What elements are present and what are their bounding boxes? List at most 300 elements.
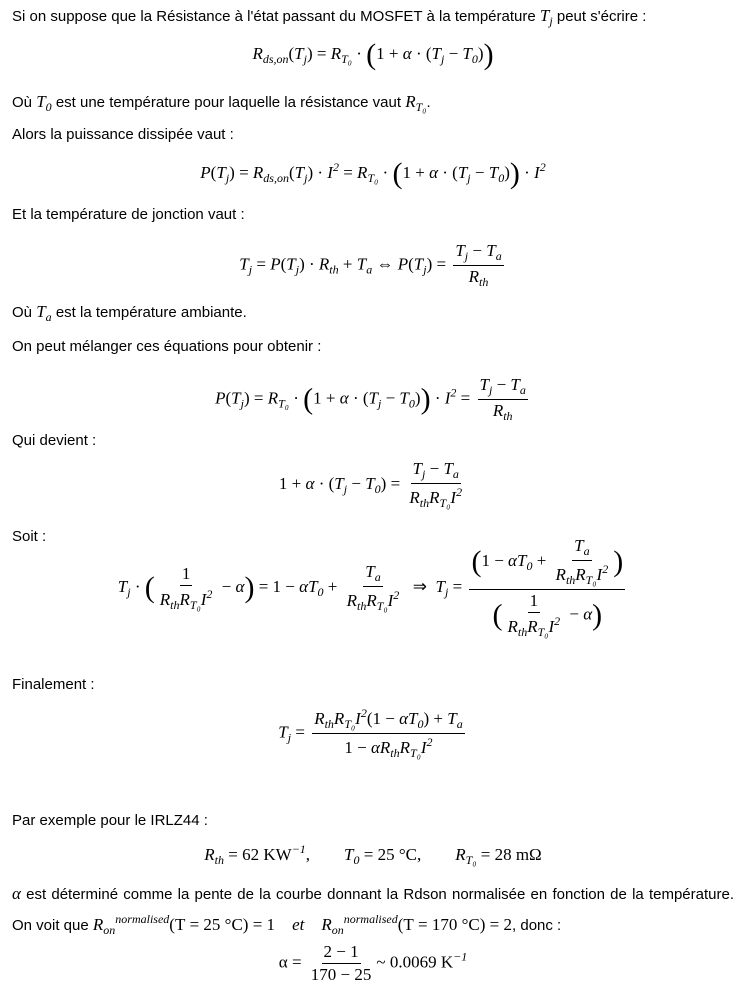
math-subscript: on — [103, 923, 116, 937]
math-operator: , — [305, 845, 345, 864]
math-subscript: th — [419, 496, 430, 510]
math-parenthesis: ) — [613, 545, 624, 578]
math-subscript: T₀ — [465, 853, 477, 867]
equation — [12, 375, 734, 424]
math-operator: = — [448, 576, 467, 596]
equation — [12, 536, 734, 640]
math-symbol: T — [431, 44, 441, 63]
math-symbol: T — [117, 576, 128, 596]
math-symbol: T — [510, 374, 520, 394]
text: Et la température de jonction vaut : — [12, 206, 245, 223]
fraction-numerator — [363, 562, 382, 587]
math-operator: ) — [504, 163, 510, 182]
math-symbol: α — [299, 576, 309, 596]
math-subscript: 0 — [417, 716, 424, 731]
math-superscript: 2 — [393, 588, 400, 602]
math-symbol: R — [346, 591, 358, 610]
math-symbol: I — [200, 589, 207, 609]
math-operator: (T = 25 °C) = 1 — [169, 915, 276, 934]
math-subscript: 0 — [317, 584, 324, 599]
fraction-denominator — [505, 613, 562, 640]
math-symbol: α — [583, 604, 593, 624]
math-symbol: et — [292, 915, 305, 934]
math-symbol: R — [527, 617, 538, 636]
math-operator: · — [430, 387, 445, 407]
math-superscript: −1 — [453, 948, 468, 963]
math-symbol: α — [399, 708, 409, 728]
math-subscript: 0 — [408, 395, 415, 410]
math-operator: + — [532, 550, 551, 570]
math-symbol: α — [235, 576, 245, 596]
math-subscript: j — [445, 584, 449, 599]
math-subscript: j — [343, 481, 348, 496]
math-subscript: T₀ — [367, 171, 379, 185]
math-symbol: R — [555, 565, 566, 584]
math-subscript: th — [479, 274, 489, 289]
math-superscript: 2 — [554, 614, 561, 628]
math-subscript: a — [452, 467, 459, 481]
math-operator: = 1 − — [254, 576, 300, 596]
math-parenthesis: ) — [592, 598, 603, 632]
math-operator: − — [347, 473, 366, 493]
math-symbol: T — [36, 302, 46, 321]
math-operator: ) — [414, 387, 421, 407]
math-subscript: j — [464, 248, 469, 263]
math-operator: 170 − 25 — [310, 964, 372, 984]
math-symbol: T — [36, 92, 46, 111]
math-subscript: j — [440, 52, 445, 66]
math-fraction — [312, 706, 465, 761]
math-subscript: th — [503, 408, 513, 423]
paragraph — [12, 6, 734, 29]
math-operator: = — [252, 253, 271, 273]
math-subscript: th — [390, 745, 400, 760]
math-operator: − — [565, 604, 584, 624]
text: . — [426, 94, 431, 111]
math-subscript: a — [45, 310, 52, 324]
math-subscript: j — [304, 171, 308, 185]
math-operator: ⇔ — [372, 253, 398, 273]
math-operator: − — [492, 374, 511, 394]
math-symbol: R — [179, 589, 190, 609]
math-symbol: T — [455, 240, 465, 260]
math-subscript: j — [488, 382, 493, 397]
math-subscript: a — [366, 261, 373, 276]
math-operator: − — [425, 459, 444, 478]
math-symbol: α — [429, 163, 438, 182]
math-subscript: j — [423, 261, 427, 276]
math-symbol: T — [435, 576, 446, 596]
math-fraction — [505, 591, 562, 640]
math-superscript: 2 — [450, 384, 457, 399]
math-fraction — [554, 536, 611, 588]
math-subscript: T₀ — [344, 716, 356, 731]
text: est la température ambiante. — [51, 304, 247, 321]
math-operator: · — [519, 163, 535, 182]
paragraph — [12, 206, 734, 223]
math-operator: α = — [278, 951, 306, 971]
math-subscript: j — [287, 729, 292, 744]
math-subscript: 0 — [471, 52, 478, 66]
math-subscript: th — [214, 853, 225, 867]
fraction-numerator — [322, 942, 361, 964]
math-symbol: T — [356, 253, 367, 273]
math-symbol: α — [305, 473, 315, 493]
math-subscript: a — [374, 570, 381, 584]
math-parenthesis: ( — [144, 571, 155, 604]
fraction-denominator — [407, 484, 464, 511]
paragraph — [12, 338, 734, 355]
math-subscript: j — [127, 584, 131, 599]
math-subscript: T₀ — [585, 573, 597, 587]
math-symbol: R — [92, 915, 104, 934]
math-fraction — [407, 459, 464, 511]
text: peut s'écrire : — [552, 8, 647, 25]
math-symbol: T — [413, 253, 424, 273]
math-operator: · — [130, 576, 145, 596]
math-symbol: R — [455, 845, 466, 864]
math-symbol: R — [366, 591, 377, 610]
math-operator: ( — [280, 253, 287, 273]
math-symbol: T — [294, 163, 305, 182]
fraction-denominator — [158, 586, 215, 613]
math-subscript: th — [170, 597, 180, 612]
math-parenthesis: ( — [492, 598, 503, 632]
math-superscript: 2 — [456, 485, 463, 499]
math-symbol: R — [492, 400, 504, 420]
paragraph — [12, 882, 734, 942]
math-subscript: th — [324, 716, 334, 731]
math-symbol: R — [318, 253, 330, 273]
math-operator: 2 − 1 — [323, 941, 359, 961]
math-symbol: T — [239, 253, 249, 273]
math-subscript: j — [549, 14, 553, 28]
text: Alors la puissance dissipée vaut : — [12, 126, 234, 143]
math-operator: − — [381, 387, 400, 407]
math-operator: ) — [477, 44, 484, 63]
math-symbol: R — [252, 163, 264, 182]
math-symbol: T — [368, 387, 378, 407]
math-symbol: T — [447, 708, 457, 728]
math-symbol: R — [575, 565, 586, 584]
math-operator: = — [456, 387, 475, 407]
math-operator: ) = — [380, 473, 405, 493]
text: On peut mélanger ces équations pour obtenir : — [12, 338, 322, 355]
math-operator: 1 — [529, 591, 539, 610]
math-symbol: T — [231, 387, 241, 407]
math-operator: · ( — [314, 473, 335, 493]
math-operator: ) = — [243, 387, 268, 407]
fraction-denominator — [342, 734, 434, 761]
math-symbol: I — [420, 737, 427, 757]
math-symbol: T — [408, 708, 418, 728]
math-subscript: T₀ — [439, 496, 451, 510]
math-parenthesis: ) — [483, 38, 494, 72]
math-subscript: th — [565, 573, 576, 587]
text: est déterminé comme la pente de la courbe donnant la Rdson normalisée en fonction de la température. On voit que — [12, 886, 734, 934]
math-symbol: P — [200, 163, 211, 182]
math-operator: ) = — [306, 44, 331, 63]
math-operator: 1 + — [278, 473, 306, 493]
math-subscript: on — [331, 923, 344, 937]
math-symbol: R — [333, 708, 345, 728]
math-operator: + — [338, 253, 357, 273]
math-operator: − — [468, 240, 487, 260]
math-operator: (1 − — [366, 708, 400, 728]
paragraph — [12, 302, 734, 325]
text: , donc : — [512, 917, 562, 934]
equation — [12, 38, 734, 72]
equation — [12, 942, 734, 985]
math-symbol: α — [12, 884, 21, 903]
math-symbol: R — [314, 708, 325, 728]
math-symbol: R — [267, 387, 279, 407]
math-operator: ( — [288, 163, 295, 182]
math-symbol: P — [215, 387, 226, 407]
math-subscript: th — [357, 599, 367, 613]
math-symbol: R — [379, 737, 391, 757]
math-symbol: T — [399, 387, 409, 407]
math-symbol: T — [486, 240, 496, 260]
paragraph — [12, 432, 734, 449]
math-symbol: α — [402, 44, 412, 63]
paragraph — [12, 676, 734, 693]
math-operator: ⇒ — [404, 576, 436, 596]
math-subscript: 0 — [45, 100, 52, 114]
text: Où — [12, 304, 37, 321]
paragraph — [12, 92, 734, 115]
math-subscript: j — [225, 171, 230, 185]
math-superscript: 2 — [539, 160, 546, 174]
equation — [12, 241, 734, 290]
math-operator: 1 + — [376, 44, 403, 63]
math-symbol: T — [539, 6, 550, 25]
text: Par exemple pour le IRLZ44 : — [12, 812, 208, 829]
math-symbol: I — [327, 163, 333, 182]
math-operator: ( — [210, 163, 217, 182]
math-symbol: T — [443, 459, 453, 478]
math-subscript: j — [240, 395, 244, 410]
math-operator: ) = — [426, 253, 451, 273]
text: Qui devient : — [12, 432, 97, 449]
fraction-denominator — [345, 587, 402, 614]
math-subscript: 0 — [498, 171, 505, 185]
math-subscript: th — [517, 625, 528, 639]
math-symbol: T — [278, 721, 288, 741]
math-symbol: T — [412, 459, 423, 478]
text: Où — [12, 94, 37, 111]
math-operator: ) · — [307, 163, 328, 182]
math-symbol: T — [365, 562, 375, 581]
math-superscript: 2 — [360, 705, 367, 720]
math-subscript: T₀ — [189, 597, 201, 612]
fraction-numerator — [180, 564, 193, 586]
math-symbol: I — [387, 591, 394, 610]
math-operator: ( — [408, 253, 414, 273]
text: Finalement : — [12, 676, 95, 693]
text: est une température pour laquelle la résistance vaut — [51, 94, 406, 111]
fraction-numerator — [478, 375, 528, 400]
fraction-denominator — [309, 964, 374, 985]
math-parenthesis: ) — [509, 157, 520, 191]
math-symbol: T — [479, 374, 489, 394]
math-symbol: T — [308, 576, 318, 596]
math-symbol: T — [286, 253, 296, 273]
math-operator: ( — [225, 387, 232, 407]
math-symbol: T — [488, 163, 499, 182]
math-symbol: α — [508, 550, 517, 570]
math-subscript: j — [467, 171, 471, 185]
math-operator: + — [323, 576, 342, 596]
math-subscript: a — [519, 382, 526, 397]
math-parenthesis: ( — [303, 382, 314, 415]
math-subscript: a — [583, 544, 590, 558]
math-subscript: 0 — [353, 853, 360, 867]
math-symbol: R — [468, 266, 480, 286]
math-operator: − — [444, 44, 463, 63]
math-symbol: R — [159, 589, 171, 609]
math-subscript: T₀ — [278, 395, 289, 410]
math-superscript: 2 — [332, 160, 339, 174]
math-symbol: I — [355, 708, 361, 728]
math-symbol: R — [357, 163, 368, 182]
text: Si on suppose que la Résistance à l'état passant du MOSFET à la température — [12, 8, 540, 25]
math-symbol: T — [574, 536, 584, 555]
math-symbol: R — [330, 44, 342, 63]
fraction-numerator — [528, 591, 541, 613]
math-operator: · ( — [411, 44, 432, 63]
math-subscript: 0 — [526, 558, 533, 573]
math-operator: ) + — [423, 708, 448, 728]
math-subscript: T₀ — [341, 52, 352, 66]
math-operator: · ( — [348, 387, 369, 407]
math-operator: 1 − — [344, 737, 371, 757]
math-fraction — [453, 241, 503, 290]
equation — [12, 157, 734, 191]
math-subscript: T₀ — [410, 745, 421, 760]
paragraph — [12, 812, 734, 829]
math-parenthesis: ( — [392, 157, 403, 191]
math-superscript: 2 — [426, 734, 433, 749]
math-symbol: T — [216, 163, 226, 182]
math-symbol: R — [204, 845, 215, 864]
math-subscript: a — [495, 248, 502, 263]
math-symbol: I — [548, 617, 555, 636]
math-symbol: R — [321, 915, 332, 934]
math-symbol: α — [339, 387, 349, 407]
math-operator: · — [288, 387, 304, 407]
math-subscript: j — [377, 395, 382, 410]
fraction-numerator — [453, 241, 503, 266]
math-fraction — [309, 942, 374, 985]
math-symbol: α — [370, 737, 380, 757]
math-operator: · — [351, 44, 367, 63]
fraction-numerator — [572, 536, 591, 561]
math-subscript: j — [422, 467, 426, 481]
math-symbol: R — [507, 617, 518, 636]
math-subscript: ds,on — [262, 52, 289, 66]
math-superscript: 2 — [602, 562, 609, 576]
math-symbol: T — [457, 163, 468, 182]
fraction-denominator — [467, 266, 491, 290]
text: Soit : — [12, 528, 47, 545]
fraction-denominator — [554, 561, 611, 588]
math-operator: 1 − — [481, 550, 509, 570]
math-superscript: normalised — [343, 912, 398, 926]
paragraph — [12, 126, 734, 143]
math-parenthesis: ( — [366, 38, 377, 72]
math-symbol: P — [270, 253, 281, 273]
math-operator: ~ 0.0069 K — [376, 951, 454, 971]
math-superscript: −1 — [291, 842, 306, 856]
math-symbol: T — [365, 473, 375, 493]
fraction-denominator — [490, 590, 604, 640]
math-fraction — [158, 564, 215, 613]
math-superscript: 2 — [206, 586, 213, 601]
math-symbol: R — [405, 92, 416, 111]
math-operator: · ( — [438, 163, 458, 182]
math-subscript: j — [248, 261, 253, 276]
math-fraction — [469, 536, 625, 640]
math-operator: = 62 KW — [224, 845, 292, 864]
math-subscript: T₀ — [537, 625, 549, 639]
math-operator: 1 + — [402, 163, 430, 182]
math-operator: = — [338, 163, 358, 182]
fraction-numerator — [312, 706, 465, 734]
math-operator: 1 — [181, 563, 191, 583]
math-fraction — [345, 562, 402, 614]
math-operator: − — [470, 163, 489, 182]
math-parenthesis: ) — [244, 571, 255, 604]
math-fraction — [478, 375, 528, 424]
math-subscript: T₀ — [415, 100, 427, 114]
math-symbol: T — [334, 473, 344, 493]
fraction-denominator — [491, 400, 515, 424]
math-operator: 1 + — [313, 387, 340, 407]
equation — [12, 706, 734, 761]
math-symbol: I — [444, 387, 451, 407]
fraction-numerator — [469, 536, 625, 590]
math-operator: ( — [288, 44, 295, 63]
math-operator: (T = 170 °C) = 2 — [397, 915, 513, 934]
math-symbol: R — [399, 737, 411, 757]
math-operator: ) · — [299, 253, 319, 273]
math-subscript: 0 — [374, 481, 381, 496]
math-symbol: I — [596, 565, 603, 584]
math-operator: = — [291, 721, 310, 741]
math-subscript: j — [303, 52, 307, 66]
math-symbol: R — [429, 488, 440, 507]
equation — [12, 459, 734, 511]
math-operator: ) = — [229, 163, 253, 182]
equation — [12, 842, 734, 868]
math-operator: = 25 °C, — [359, 845, 456, 864]
math-subscript: th — [329, 261, 339, 276]
math-subscript: ds,on — [263, 171, 289, 185]
math-subscript: T₀ — [376, 599, 388, 613]
math-operator: − — [217, 576, 236, 596]
math-symbol: T — [294, 44, 304, 63]
math-symbol: R — [409, 488, 420, 507]
math-parenthesis: ( — [471, 545, 482, 578]
fraction-numerator — [411, 459, 461, 484]
math-operator: · — [378, 163, 393, 182]
math-symbol: P — [397, 253, 409, 273]
math-subscript: j — [295, 261, 300, 276]
math-symbol: T — [516, 550, 527, 570]
math-subscript: a — [456, 716, 463, 731]
math-superscript: normalised — [115, 912, 170, 926]
